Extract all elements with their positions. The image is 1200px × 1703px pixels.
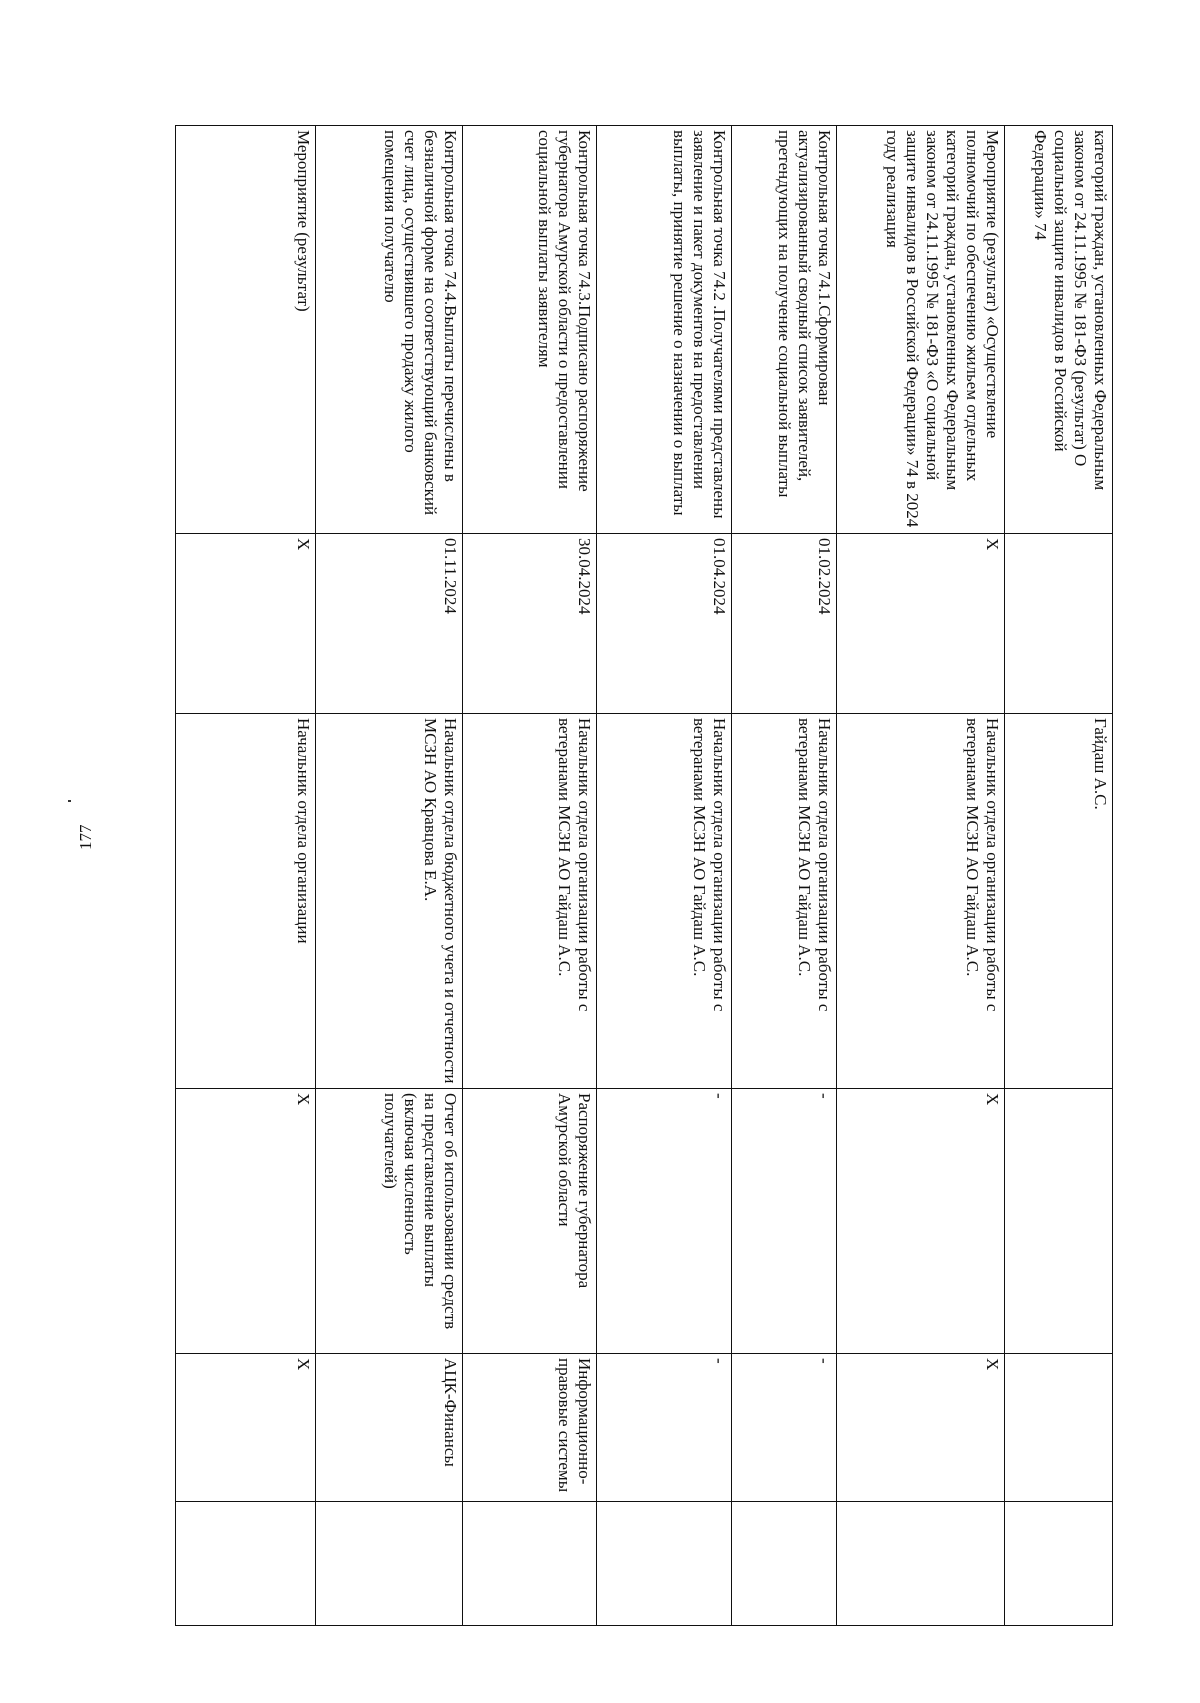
event-cell: Контрольная точка 74.3.Подписано распоряжение губернатора Амурской области о предоставлении социальной выплаты заявителям	[463, 126, 597, 534]
document-cell: X	[176, 1089, 316, 1354]
responsible-cell: Начальник отдела организации работы с ветеранами МСЗН АО Гайдаш А.С.	[732, 714, 837, 1089]
date-cell: X	[837, 534, 1005, 714]
event-cell: Мероприятие (результат)	[176, 126, 316, 534]
rotated-table-wrapper	[176, 125, 1113, 1625]
responsible-cell: Начальник отдела организации	[176, 714, 316, 1089]
empty-cell	[837, 1502, 1005, 1626]
info-system-cell: X	[176, 1354, 316, 1502]
date-cell: 01.11.2024	[316, 534, 463, 714]
page-number: 177	[76, 824, 95, 850]
event-cell: Контрольная точка 74.4.Выплаты перечислены в безналичной форме на соответствующий банковский счет лица, осуществившего продажу жилого помещения получателю	[316, 126, 463, 534]
table-row	[316, 126, 463, 1626]
empty-cell	[316, 1502, 463, 1626]
responsible-cell: Начальник отдела бюджетного учета и отчетности МСЗН АО Кравцова Е.А.	[316, 714, 463, 1089]
info-system-cell: -	[732, 1354, 837, 1502]
date-cell: 30.04.2024	[463, 534, 597, 714]
document-cell: Отчет об использовании средств на представление выплаты (включая численность получателей)	[316, 1089, 463, 1354]
info-system-cell: -	[597, 1354, 732, 1502]
events-table	[175, 125, 1113, 1626]
responsible-cell: Начальник отдела организации работы с ветеранами МСЗН АО Гайдаш А.С.	[837, 714, 1005, 1089]
empty-cell	[176, 1502, 316, 1626]
document-cell: -	[732, 1089, 837, 1354]
responsible-cell: Начальник отдела организации работы с ветеранами МСЗН АО Гайдаш А.С.	[597, 714, 732, 1089]
info-system-cell: АЦК-Финансы	[316, 1354, 463, 1502]
date-cell: 01.04.2024	[597, 534, 732, 714]
event-cell: Контрольная точка 74.2 .Получателями представлены заявление и пакет документов на предоставлении выплаты, принятие решение о назначении о выплаты	[597, 126, 732, 534]
empty-cell	[1005, 1502, 1113, 1626]
responsible-cell: Начальник отдела организации работы с ветеранами МСЗН АО Гайдаш А.С.	[463, 714, 597, 1089]
event-cell: Контрольная точка 74.1.Сформирован актуализированный сводный список заявителей, претендующих на получение социальной выплаты	[732, 126, 837, 534]
table-row	[837, 126, 1005, 1626]
table-row	[597, 126, 732, 1626]
event-cell: категорий граждан, установленных Федеральным законом от 24.11.1995 № 181-ФЗ (результат) О социальной защите инвалидов в Российской Федерации» 74	[1005, 126, 1113, 534]
date-cell	[1005, 534, 1113, 714]
info-system-cell: Информационно-правовые системы	[463, 1354, 597, 1502]
info-system-cell: X	[837, 1354, 1005, 1502]
document-cell: X	[837, 1089, 1005, 1354]
date-cell: 01.02.2024	[732, 534, 837, 714]
table-row	[732, 126, 837, 1626]
responsible-cell: Гайдаш А.С.	[1005, 714, 1113, 1089]
table-row	[463, 126, 597, 1626]
document-cell	[1005, 1089, 1113, 1354]
empty-cell	[597, 1502, 732, 1626]
document-cell: -	[597, 1089, 732, 1354]
scan-speck	[68, 800, 71, 802]
date-cell: X	[176, 534, 316, 714]
event-cell: Мероприятие (результат) «Осуществление полномочий по обеспечению жильем отдельных категорий граждан, установленных Федеральным законом от 24.11.1995 № 181-ФЗ «О социальной защите инвалидов в Российской Федерации» 74 в 2024 году реализация	[837, 126, 1005, 534]
table-row	[1005, 126, 1113, 1626]
document-cell: Распоряжение губернатора Амурской области	[463, 1089, 597, 1354]
empty-cell	[732, 1502, 837, 1626]
empty-cell	[463, 1502, 597, 1626]
table-row	[176, 126, 316, 1626]
info-system-cell	[1005, 1354, 1113, 1502]
